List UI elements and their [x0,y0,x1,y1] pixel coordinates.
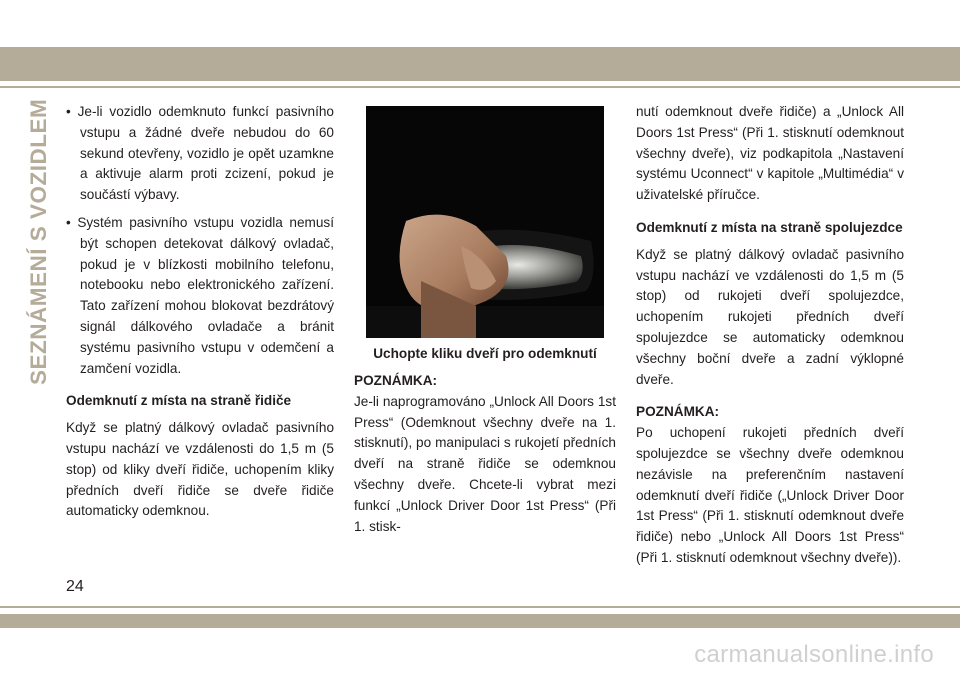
door-handle-illustration [366,106,604,338]
door-handle-photo [366,106,604,338]
header-bar [0,47,960,81]
bullet-item: • Je-li vozidlo odemknuto funkcí pasivního vstupu a žádné dveře nebudou do 60 sekund otevřeny, vozidlo je opět uzamkne a aktivuje alarm proti zcizení, pokud je součástí výbavy. [66,104,334,203]
section-sidebar-title: SEZNÁMENÍ S VOZIDLEM [26,98,51,385]
section-heading: Odemknutí z místa na straně řidiče [66,393,292,409]
top-margin [0,0,960,47]
footer-bar [0,614,960,628]
page-number: 24 [66,578,84,595]
watermark: carmanualsonline.info [694,641,934,668]
header-rule [0,86,960,88]
note-text: Je-li naprogramováno „Unlock All Doors 1st Press“ (Odemknout všechny dveře na 1. stisknutí), po manipulaci s rukojetí předních dveří na straně řidiče se odemknou všechny dveře. Chcete-li vybrat mezi funkcí „Unlock Driver Door 1st Press“ (Při 1. stisk- [354,393,616,534]
bullet-item: • Systém pasivního vstupu vozidla nemusí být schopen detekovat dálkový ovladač, pokud je v blízkosti mobilního telefonu, notebooku nebo elektronického zařízení. Tato zařízení mohou blokovat bezdrátový signál dálkového ovladače a bránit systému pasivního vstupu v odemčení a zamčení vozidla. [66,214,334,376]
figure-caption: Uchopte kliku dveří pro odemknutí [373,346,597,361]
column-right [636,102,904,569]
body-paragraph: Když se platný dálkový ovladač pasivního vstupu nachází ve vzdálenosti do 1,5 m (5 stop) od kliky dveří řidiče, uchopením kliky předních dveří řidiče se dveře řidiče automaticky odemknou. [66,420,334,519]
column-middle [354,371,616,537]
note-text: Po uchopení rukojeti předních dveří spolujezdce se všechny dveře odemknou nezávisle na preferenčním nastavení odemknutí dveří řidiče („Unlock Driver Door 1st Press“ (Při 1. stisknutí odemknout dveře řidiče) nebo „Unlock All Doors 1st Press“ (Při 1. stisknutí odemknout všechny dveře)). [636,425,904,565]
column-left [66,102,334,522]
body-paragraph: nutí odemknout dveře řidiče) a „Unlock All Doors 1st Press“ (Při 1. stisknutí odemknout všechny dveře), viz podkapitola „Nastavení systému Uconnect“ v kapitole „Multimédia“ v uživatelské příručce. [636,104,904,203]
note-title: POZNÁMKA: [354,373,438,388]
section-heading: Odemknutí z místa na straně spolujezdce [636,219,903,235]
body-paragraph: Když se platný dálkový ovladač pasivního vstupu nachází ve vzdálenosti do 1,5 m (5 stop) od rukojeti dveří spolujezdce, uchopením rukojeti předních dveří spolujezdce se automaticky odemknou všechny boční dveře a zadní výklopné dveře. [636,246,904,387]
note-title: POZNÁMKA: [636,404,720,420]
footer-rule [0,606,960,608]
